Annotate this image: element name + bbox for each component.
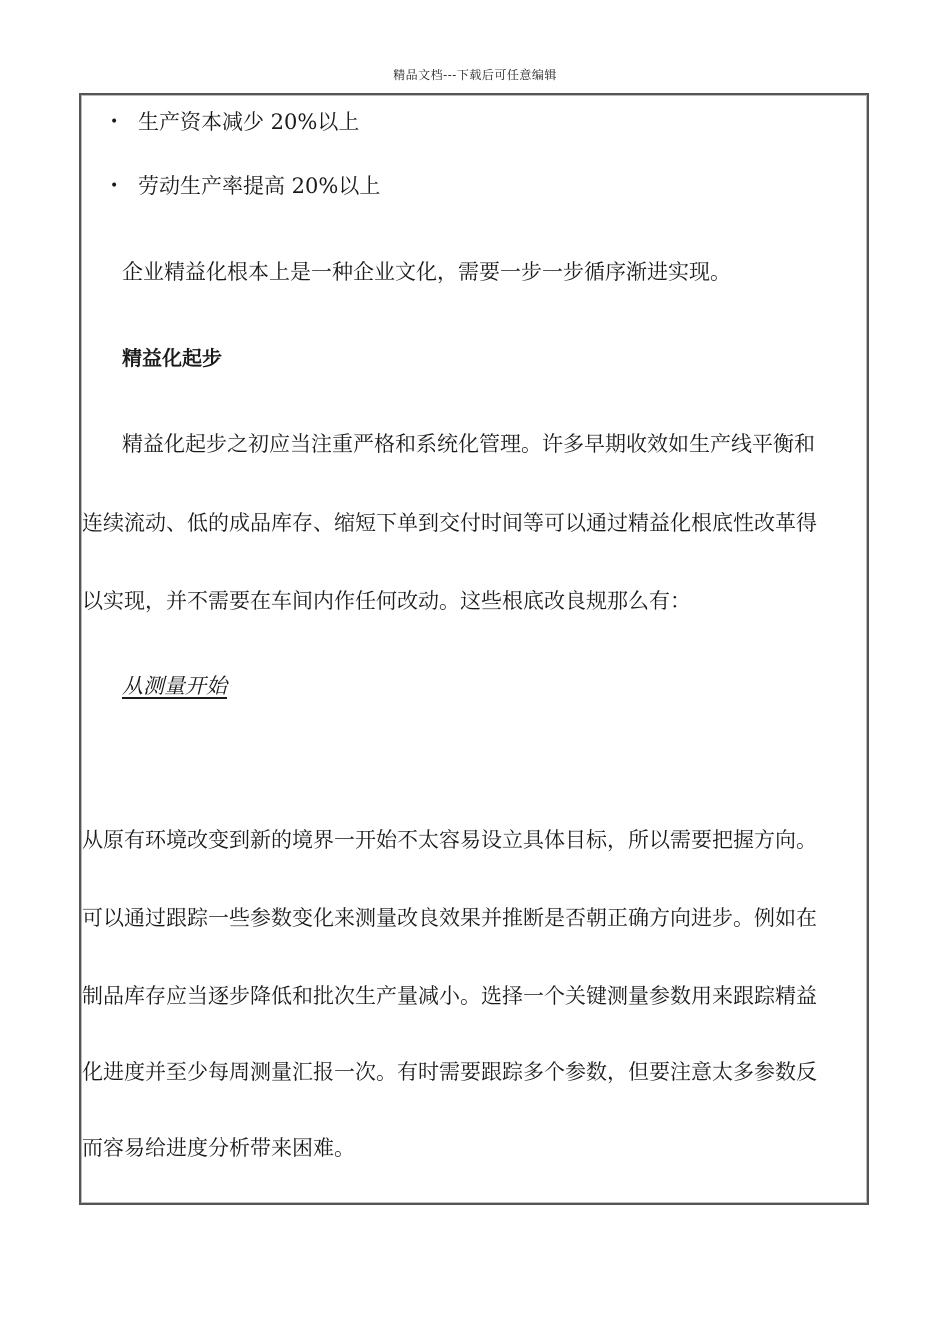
- intro-paragraph: 企业精益化根本上是一种企业文化，需要一步一步循序渐进实现。: [122, 260, 731, 284]
- bullet-dot: •: [110, 114, 119, 130]
- section-paragraph-line: 连续流动、低的成品库存、缩短下单到交付时间等可以通过精益化根底性改革得: [82, 511, 817, 535]
- section-paragraph-line: 以实现，并不需要在车间内作任何改动。这些根底改良规那么有：: [82, 589, 691, 613]
- bullet-item-capital: 生产资本减少 20%以上: [138, 110, 360, 134]
- measure-paragraph-line: 化进度并至少每周测量汇报一次。有时需要跟踪多个参数，但要注意太多参数反: [82, 1060, 817, 1084]
- subheading-measure: 从测量开始: [122, 674, 227, 698]
- bullet-item-productivity: 劳动生产率提高 20%以上: [138, 174, 381, 198]
- measure-paragraph-line: 从原有环境改变到新的境界一开始不太容易设立具体目标，所以需要把握方向。: [82, 828, 817, 852]
- bullet-dot: •: [110, 178, 119, 194]
- measure-paragraph-line: 而容易给进度分析带来困难。: [82, 1136, 355, 1160]
- section-paragraph-line: 精益化起步之初应当注重严格和系统化管理。许多早期收效如生产线平衡和: [122, 432, 815, 456]
- section-heading: 精益化起步: [122, 346, 222, 370]
- page-header: 精品文档---下载后可任意编辑: [393, 68, 557, 82]
- measure-paragraph-line: 可以通过跟踪一些参数变化来测量改良效果并推断是否朝正确方向进步。例如在: [82, 906, 817, 930]
- measure-paragraph-line: 制品库存应当逐步降低和批次生产量减小。选择一个关键测量参数用来跟踪精益: [82, 984, 817, 1008]
